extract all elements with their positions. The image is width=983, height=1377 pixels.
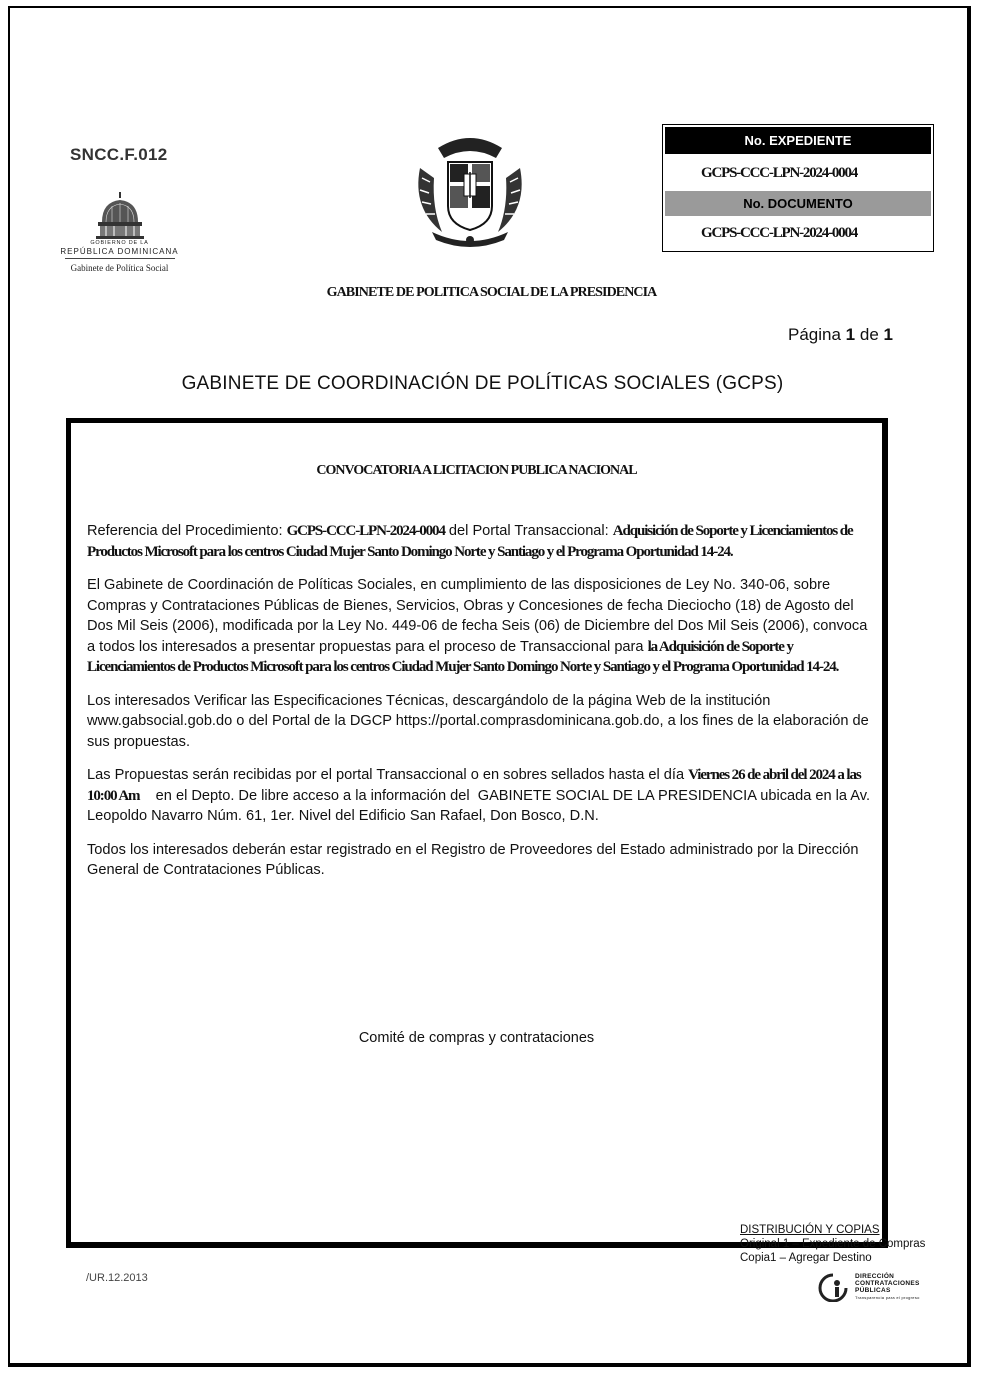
page-number [788, 325, 893, 345]
documento-header: No. DOCUMENTO [665, 191, 931, 216]
paragraph-reference [87, 521, 877, 562]
convocatoria-box [66, 418, 888, 1248]
gov-logo-line3: Gabinete de Política Social [70, 263, 169, 273]
deadline-location: en el Depto. De libre acceso a la información del GABINETE SOCIAL DE LA PRESIDENCIA ubicada en la Av. Leopoldo Navarro Núm. 61, 1er. Nivel del Edificio San Rafael, Don Bosco, D.N. [87, 787, 875, 824]
paragraph-legal [87, 575, 877, 678]
dgcp-tagline: Transparencia para el progreso [855, 1295, 920, 1300]
dgcp-emblem-icon [815, 1272, 851, 1302]
distribution-line1: Original 1 – Expediente de Compras [740, 1238, 926, 1250]
documento-value: GCPS-CCC-LPN-2024-0004 [701, 225, 858, 241]
paragraph-registry: Todos los interesados deberán estar registrado en el Registro de Proveedores del Estado administrado por la Dirección General de Contrataciones Públicas. [87, 841, 859, 878]
dgcp-line1: DIRECCIÓN [855, 1273, 895, 1280]
paragraph-specs: Los interesados Verificar las Especificaciones Técnicas, descargándolo de la página Web de la institución www.gabsocial.gob.do o del Portal de la DGCP https://portal.comprasdominicana.gob.do, a los fines de la elaboración de sus propuestas. [87, 692, 869, 750]
palace-dome-icon [90, 192, 150, 240]
gov-logo-line1: GOBIERNO DE LA [90, 240, 149, 246]
form-code: SNCC.F.012 [70, 145, 168, 164]
dgcp-text [855, 1273, 920, 1301]
gcps-title: GABINETE DE COORDINACIÓN DE POLÍTICAS SOCIALES (GCPS) [181, 373, 784, 394]
dgcp-line2: CONTRATACIONES [855, 1280, 920, 1287]
org-title: GABINETE DE POLITICA SOCIAL DE LA PRESIDENCIA [326, 285, 657, 300]
page-current: 1 [845, 325, 856, 344]
gov-logo-line2: REPÚBLICA DOMINICANA [60, 247, 179, 256]
dgcp-logo [815, 1272, 920, 1302]
reference-object: Adquisición de Soporte y Licenciamientos de Productos Microsoft para los centros Ciudad Mujer Santo Domingo Norte y Santiago y el Programa Oportunidad 14-24. [87, 523, 853, 560]
distribution-block [740, 1223, 925, 1265]
gov-logo [52, 192, 187, 273]
expediente-box [662, 124, 934, 252]
convocatoria-title: CONVOCATORIA A LICITACION PUBLICA NACIONAL [316, 463, 637, 478]
deadline-text: Las Propuestas serán recibidas por el portal Transaccional o en sobres sellados hasta el día [87, 767, 689, 783]
revision-code: /UR.12.2013 [86, 1272, 148, 1284]
expediente-header: No. EXPEDIENTE [665, 127, 931, 154]
deadline-date: Viernes 26 de abril del 2024 a las 10:00 Am [87, 767, 861, 804]
reference-label: Referencia del Procedimiento: [87, 523, 287, 539]
signature-committee: Comité de compras y contrataciones [358, 1030, 595, 1046]
page-sep: de [859, 325, 879, 344]
convocatoria-body [87, 521, 877, 894]
legal-text: El Gabinete de Coordinación de Políticas Sociales, en cumplimiento de las disposiciones de Ley No. 340-06, sobre Compras y Contrataciones Públicas de Bienes, Servicios, Obras y Concesiones de fecha Dieciocho (18) de Agosto del Dos Mil Seis (2006), modificada por la Ley No. 449-06 de fecha Seis (06) de Diciembre del Dos Mil Seis (2006), convoca a todos los interesados a presentar propuestas para el proceso de Transaccional para [87, 577, 868, 655]
gov-logo-divider [65, 258, 175, 259]
reference-code: GCPS-CCC-LPN-2024-0004 [286, 523, 445, 539]
paragraph-deadline [87, 765, 877, 827]
legal-object: la Adquisición de Soporte y Licenciamientos de Productos Microsoft para los centros Ciudad Mujer Santo Domingo Norte y Santiago y el Programa Oportunidad 14-24. [87, 638, 839, 675]
dgcp-line3: PÚBLICAS [855, 1287, 891, 1294]
coat-of-arms-icon [412, 128, 528, 255]
distribution-line2: Copia1 – Agregar Destino [740, 1252, 872, 1264]
page-total: 1 [883, 325, 893, 344]
page-prefix: Página [788, 325, 841, 344]
reference-portal: del Portal Transaccional: [444, 523, 613, 539]
expediente-value: GCPS-CCC-LPN-2024-0004 [701, 165, 858, 181]
distribution-title: DISTRIBUCIÓN Y COPIAS [740, 1224, 880, 1236]
